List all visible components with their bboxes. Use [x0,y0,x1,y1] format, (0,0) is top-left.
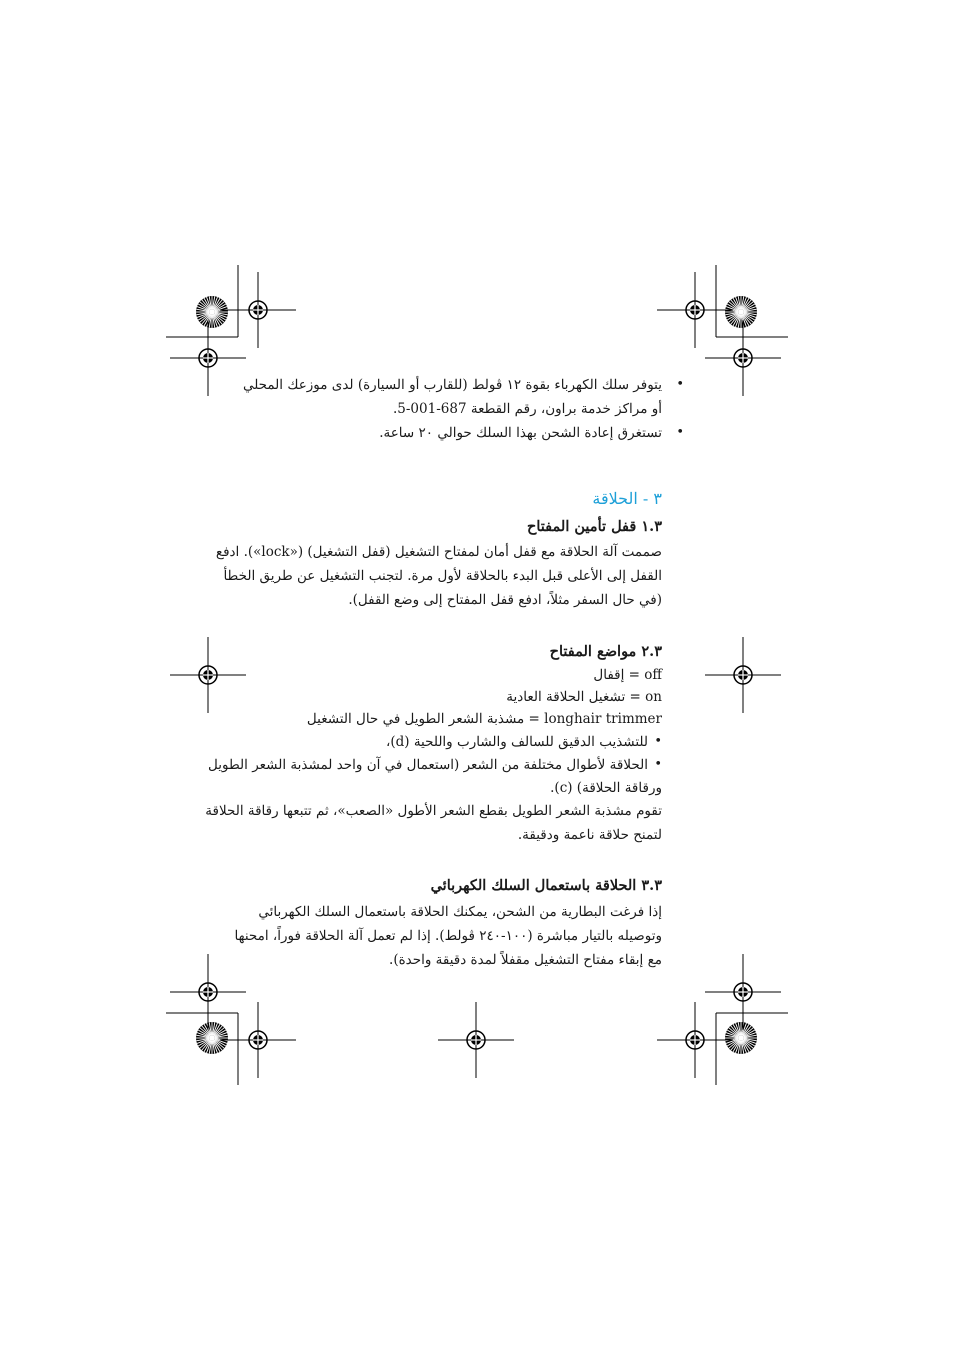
list-item [208,756,662,774]
paragraph-line: تقوم مشذبة الشعر الطويل بقطع الشعر الأطول «الصعب»، ثم تتبعها رقاقة الحلاقة [205,803,662,819]
paragraph-line: إذا فرغت البطارية من الشحن، يمكنك الحلاقة باستعمال السلك الكهربائي [258,904,662,920]
paragraph-line: القفل إلى الأعلى قبل البدء بالحلاقة لأول مرة. لتجنب التشغيل عن طريق الخطأ [223,568,662,584]
paragraph-line: مع إبقاء مفتاح التشغيل مقفلاً لمدة دقيقة واحدة). [389,952,662,968]
sub2-heading: ٢.٣ مواضع المفتاح [549,643,662,660]
bullet-text: الحلاقة لأطوال مختلفة من الشعر (استعمال في آن واحد لمشذبة الشعر الطويل [208,757,648,773]
bullet-text: أو مراكز خدمة براون، رقم القطعة 687-001-5. [392,401,662,417]
bullet-icon: • [654,734,662,749]
sub1-body [215,543,662,613]
paragraph-line: (في حال السفر مثلاً، ادفع قفل المفتاح إلى وضع القفل). [348,592,662,608]
paragraph-line: وتوصيله بالتيار مباشرة (١٠٠-٢٤٠ ڤولط). إذا لم تعمل آلة الحلاقة فوراً، امحنها [234,928,662,944]
bullet-text: تستغرق إعادة الشحن بهذا السلك حوالي ٢٠ ساعة. [379,425,662,441]
bullet-text: ورقاقة الحلاقة) (c). [550,780,662,796]
switch-position: longhair trimmer = مشذبة الشعر الطويل في حال التشغيل [306,711,662,727]
switch-position: off = إقفال [593,667,662,683]
bullet-icon: • [676,425,684,440]
sub3-body [234,903,662,973]
bullet-icon: • [654,757,662,772]
starburst-center [209,1035,215,1041]
paragraph-line: صممت آلة الحلاقة مع قفل أمان لمفتاح التشغيل (قفل التشغيل) («lock»). ادفع [215,544,662,560]
bullet-icon: • [676,377,684,392]
list-item-continuation [550,779,662,797]
bullet-text: للتشذيب الدقيق للسالف والشارب واللحية (d)، [385,734,648,750]
bullet-text: يتوفر سلك الكهرباء بقوة ١٢ ڤولط (للقارب أو السيارة) لدى موزعك المحلي [242,377,662,393]
paragraph-line: لتمنح حلاقة ناعمة ودقيقة. [517,827,662,843]
starburst-center [738,1035,744,1041]
starburst-center [738,309,744,315]
starburst-center [209,309,215,315]
list-item [379,424,684,442]
top-bullets [242,376,684,446]
section-title: ٣ - الحلاقة [592,489,662,508]
sub3-heading: ٣.٣ الحلاقة باستعمال السلك الكهربائي [430,877,662,894]
sub2-body [205,666,662,856]
sub1-heading: ١.٣ قفل تأمين المفتاح [527,518,662,535]
switch-position: on = تشغيل الحلاقة العادية [506,689,662,705]
list-item [242,376,684,394]
list-item [385,733,662,751]
list-item-continuation [393,400,662,418]
